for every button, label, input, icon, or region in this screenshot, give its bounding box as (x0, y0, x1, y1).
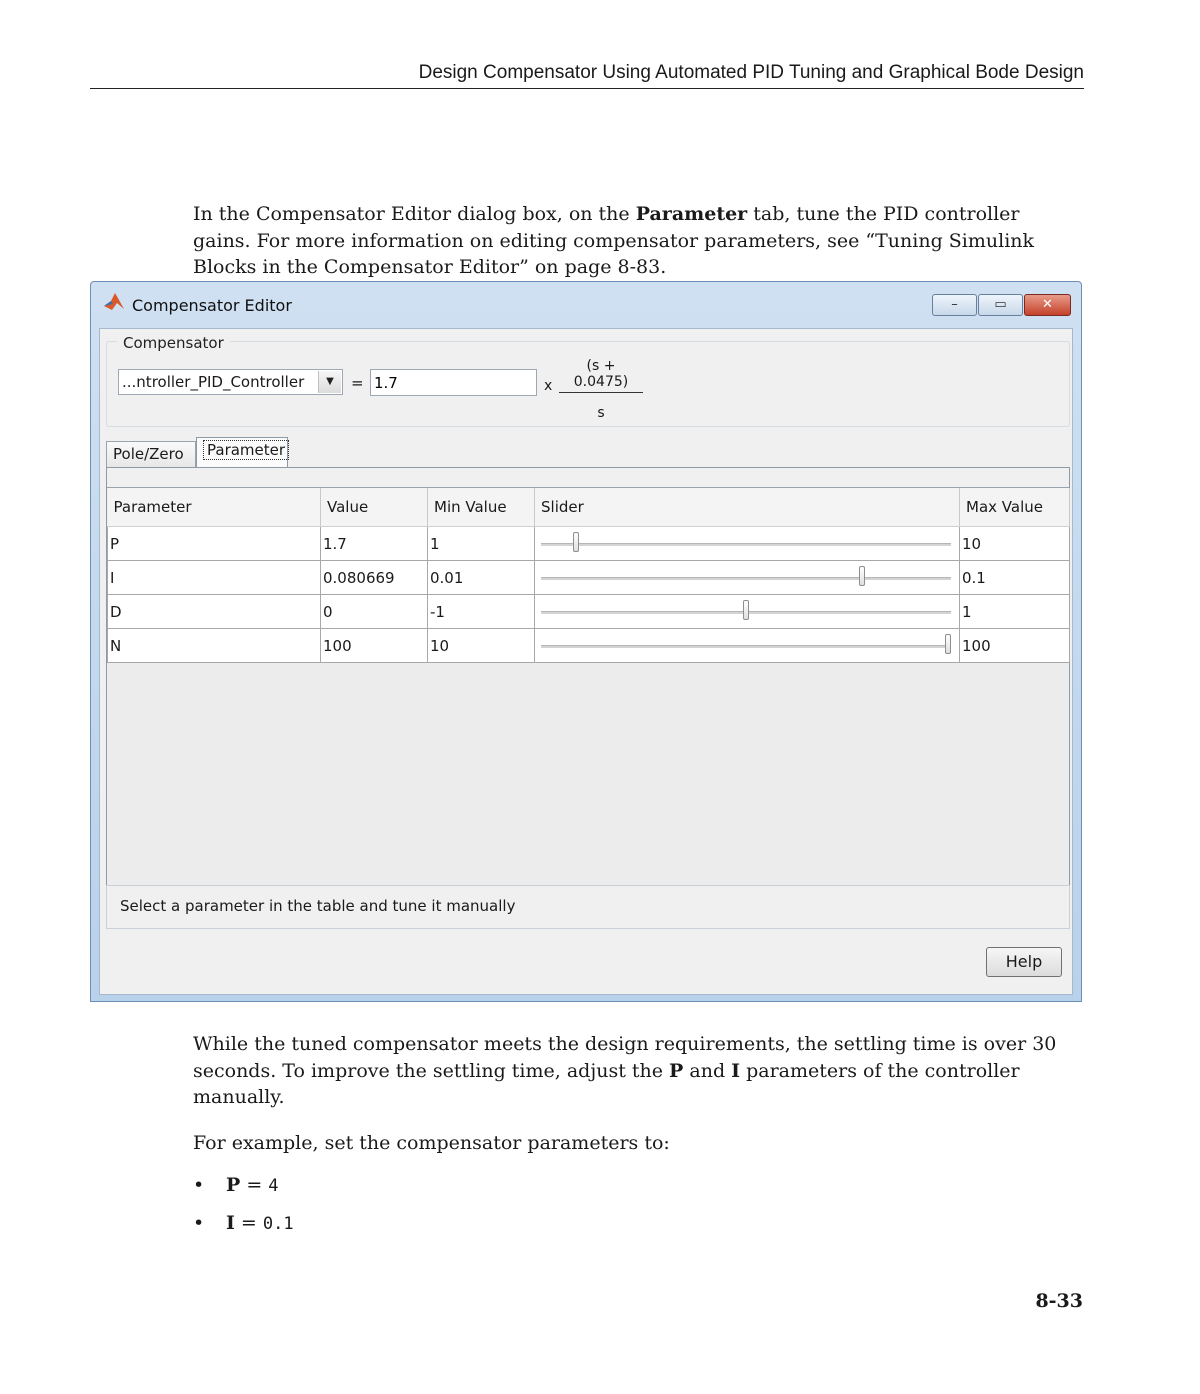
col-header-value[interactable]: Value (321, 488, 428, 527)
block-select-value: ...ntroller_PID_Controller (122, 373, 305, 391)
equals-sign: = (351, 374, 364, 392)
close-button[interactable]: ✕ (1024, 294, 1071, 316)
slider-thumb[interactable] (573, 532, 579, 552)
param-slider[interactable] (535, 595, 960, 629)
param-name-cell[interactable]: N (108, 629, 321, 663)
param-min-cell[interactable]: 1 (428, 527, 535, 561)
slider-track[interactable] (541, 645, 951, 648)
after-bold-i: I (731, 1059, 741, 1082)
tf-denominator: s (597, 405, 605, 421)
bullet-param-name: I (226, 1212, 235, 1234)
title-bar[interactable] (91, 282, 1081, 315)
after-text-end: parameters of the controller manually. (193, 1059, 1020, 1108)
table-row[interactable] (108, 595, 1070, 629)
param-value-cell[interactable]: 1.7 (321, 527, 428, 561)
bullet-mark: • (193, 1174, 205, 1196)
compensator-group-title: Compensator (117, 334, 230, 352)
after-bold-p: P (669, 1059, 684, 1082)
times-sign: x (544, 378, 553, 394)
intro-paragraph (193, 201, 1083, 281)
param-value-cell[interactable]: 100 (321, 629, 428, 663)
tf-numerator: (s + 0.0475) (559, 358, 643, 393)
tab-pole-zero[interactable]: Pole/Zero (106, 441, 196, 468)
param-value-cell[interactable]: 0.080669 (321, 561, 428, 595)
example-paragraph: For example, set the compensator parameters to: (193, 1132, 670, 1154)
param-name-cell[interactable]: I (108, 561, 321, 595)
param-max-cell[interactable]: 10 (960, 527, 1070, 561)
slider-thumb[interactable] (945, 634, 951, 654)
param-name-cell[interactable]: P (108, 527, 321, 561)
compensator-group (106, 334, 1070, 427)
param-slider[interactable] (535, 527, 960, 561)
gain-input[interactable] (370, 369, 537, 396)
after-text-1: While the tuned compensator meets the design requirements, the settling time is over 30 seconds. To improve the settling time, adjust the (193, 1033, 1057, 1082)
dialog-client-area (99, 328, 1073, 995)
param-slider[interactable] (535, 629, 960, 663)
col-header-max-value[interactable]: Max Value (960, 488, 1070, 527)
table-row[interactable] (108, 561, 1070, 595)
param-min-cell[interactable]: 10 (428, 629, 535, 663)
status-bar: Select a parameter in the table and tune it manually (106, 885, 1070, 929)
after-paragraph (193, 1031, 1083, 1111)
param-value-cell[interactable]: 0 (321, 595, 428, 629)
bullet-param-name: P (226, 1174, 241, 1196)
table-header-row (108, 488, 1070, 527)
parameter-tab-panel (106, 467, 1070, 885)
bullet-equals: = (234, 1212, 263, 1234)
param-max-cell[interactable]: 1 (960, 595, 1070, 629)
parameter-table (107, 487, 1069, 885)
table-row[interactable] (108, 629, 1070, 663)
window-title: Compensator Editor (132, 296, 292, 315)
tab-parameter[interactable] (196, 437, 288, 468)
matlab-logo-icon (103, 291, 125, 311)
help-button[interactable]: Help (986, 947, 1062, 977)
bullet-mark: • (193, 1212, 205, 1234)
slider-track[interactable] (541, 543, 951, 546)
slider-thumb[interactable] (743, 600, 749, 620)
running-head: Design Compensator Using Automated PID Tuning and Graphical Bode Design (90, 62, 1084, 89)
minimize-button[interactable]: – (932, 294, 977, 316)
slider-track[interactable] (541, 577, 951, 580)
param-max-cell[interactable]: 0.1 (960, 561, 1070, 595)
col-header-parameter[interactable]: Parameter (108, 488, 321, 527)
param-name-cell[interactable]: D (108, 595, 321, 629)
param-max-cell[interactable]: 100 (960, 629, 1070, 663)
intro-text-1: In the Compensator Editor dialog box, on the (193, 203, 636, 225)
maximize-button[interactable]: ▭ (978, 294, 1023, 316)
param-min-cell[interactable]: 0.01 (428, 561, 535, 595)
table-row[interactable] (108, 527, 1070, 561)
tab-parameter-label: Parameter (203, 440, 289, 460)
col-header-slider[interactable]: Slider (535, 488, 960, 527)
param-min-cell[interactable]: -1 (428, 595, 535, 629)
slider-thumb[interactable] (859, 566, 865, 586)
transfer-function (559, 358, 643, 421)
intro-bold: Parameter (635, 203, 748, 225)
intro-text-2: tab, tune the PID controller gains. For more information on editing compensator parameters, see “Tuning Simulink Blocks in the Compensator Editor” on page 8-83. (193, 203, 1035, 278)
list-item (193, 1212, 294, 1234)
bullet-value: 0.1 (262, 1214, 294, 1234)
page-number: 8-33 (1035, 1290, 1083, 1312)
chevron-down-icon[interactable]: ▼ (318, 371, 341, 393)
bullet-equals: = (240, 1174, 269, 1196)
bullet-value: 4 (268, 1176, 279, 1196)
block-select-dropdown[interactable] (118, 369, 343, 395)
compensator-editor-dialog (90, 281, 1082, 1002)
list-item (193, 1174, 279, 1196)
col-header-min-value[interactable]: Min Value (428, 488, 535, 527)
after-text-mid: and (683, 1059, 732, 1082)
param-slider[interactable] (535, 561, 960, 595)
